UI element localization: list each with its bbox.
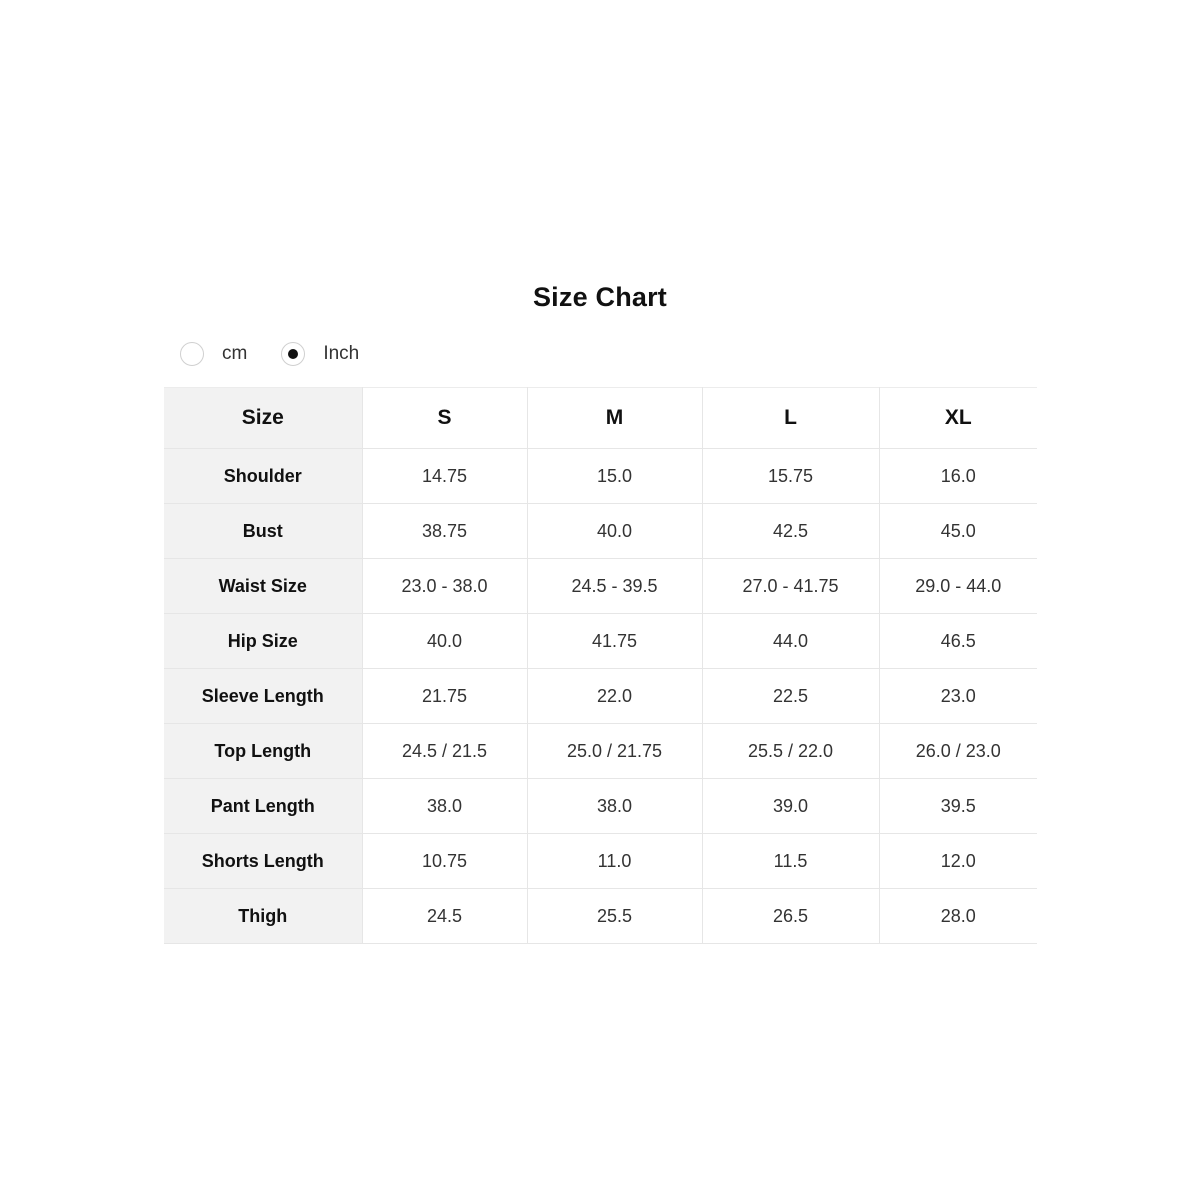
table-cell: 22.0 bbox=[527, 669, 702, 724]
table-row bbox=[164, 504, 1037, 559]
unit-toggle bbox=[180, 340, 359, 368]
row-label: Waist Size bbox=[164, 559, 362, 614]
table-cell: 24.5 / 21.5 bbox=[362, 724, 527, 779]
column-header-l: L bbox=[702, 388, 879, 449]
table-row bbox=[164, 449, 1037, 504]
row-label: Thigh bbox=[164, 889, 362, 944]
table-cell: 27.0 - 41.75 bbox=[702, 559, 879, 614]
row-label: Shorts Length bbox=[164, 834, 362, 889]
table-cell: 28.0 bbox=[879, 889, 1037, 944]
table-cell: 23.0 bbox=[879, 669, 1037, 724]
column-header-m: M bbox=[527, 388, 702, 449]
table-cell: 22.5 bbox=[702, 669, 879, 724]
column-header-s: S bbox=[362, 388, 527, 449]
table-cell: 38.75 bbox=[362, 504, 527, 559]
table-row bbox=[164, 614, 1037, 669]
table-cell: 29.0 - 44.0 bbox=[879, 559, 1037, 614]
unit-option-cm[interactable] bbox=[180, 342, 247, 366]
table-cell: 41.75 bbox=[527, 614, 702, 669]
table-cell: 38.0 bbox=[527, 779, 702, 834]
row-label: Bust bbox=[164, 504, 362, 559]
table-cell: 25.5 bbox=[527, 889, 702, 944]
table-cell: 11.0 bbox=[527, 834, 702, 889]
table-cell: 23.0 - 38.0 bbox=[362, 559, 527, 614]
table-cell: 40.0 bbox=[362, 614, 527, 669]
table-cell: 38.0 bbox=[362, 779, 527, 834]
row-label: Top Length bbox=[164, 724, 362, 779]
table-cell: 39.0 bbox=[702, 779, 879, 834]
table-cell: 16.0 bbox=[879, 449, 1037, 504]
table-cell: 14.75 bbox=[362, 449, 527, 504]
table-cell: 15.75 bbox=[702, 449, 879, 504]
table-cell: 12.0 bbox=[879, 834, 1037, 889]
table-cell: 11.5 bbox=[702, 834, 879, 889]
table-row bbox=[164, 834, 1037, 889]
table-cell: 24.5 - 39.5 bbox=[527, 559, 702, 614]
table-cell: 45.0 bbox=[879, 504, 1037, 559]
table-cell: 26.5 bbox=[702, 889, 879, 944]
inch-radio-label: Inch bbox=[323, 343, 360, 364]
table-cell: 10.75 bbox=[362, 834, 527, 889]
cm-radio-label: cm bbox=[222, 343, 248, 364]
row-label: Shoulder bbox=[164, 449, 362, 504]
table-cell: 24.5 bbox=[362, 889, 527, 944]
table-row bbox=[164, 724, 1037, 779]
table-cell: 26.0 / 23.0 bbox=[879, 724, 1037, 779]
table-cell: 42.5 bbox=[702, 504, 879, 559]
column-header-xl: XL bbox=[879, 388, 1037, 449]
table-cell: 15.0 bbox=[527, 449, 702, 504]
table-cell: 25.5 / 22.0 bbox=[702, 724, 879, 779]
table-cell: 21.75 bbox=[362, 669, 527, 724]
table-header-row bbox=[164, 388, 1037, 449]
table-row bbox=[164, 889, 1037, 944]
page-title: Size Chart bbox=[532, 282, 668, 312]
table-row bbox=[164, 559, 1037, 614]
inch-radio-button[interactable] bbox=[281, 342, 305, 366]
table-cell: 40.0 bbox=[527, 504, 702, 559]
table-cell: 25.0 / 21.75 bbox=[527, 724, 702, 779]
row-label: Pant Length bbox=[164, 779, 362, 834]
row-label: Sleeve Length bbox=[164, 669, 362, 724]
corner-header: Size bbox=[164, 388, 362, 449]
table-cell: 44.0 bbox=[702, 614, 879, 669]
cm-radio-button[interactable] bbox=[180, 342, 204, 366]
table-row bbox=[164, 669, 1037, 724]
table-cell: 39.5 bbox=[879, 779, 1037, 834]
size-chart-table bbox=[164, 387, 1037, 944]
unit-option-inch[interactable] bbox=[281, 342, 359, 366]
row-label: Hip Size bbox=[164, 614, 362, 669]
table-row bbox=[164, 779, 1037, 834]
table-cell: 46.5 bbox=[879, 614, 1037, 669]
